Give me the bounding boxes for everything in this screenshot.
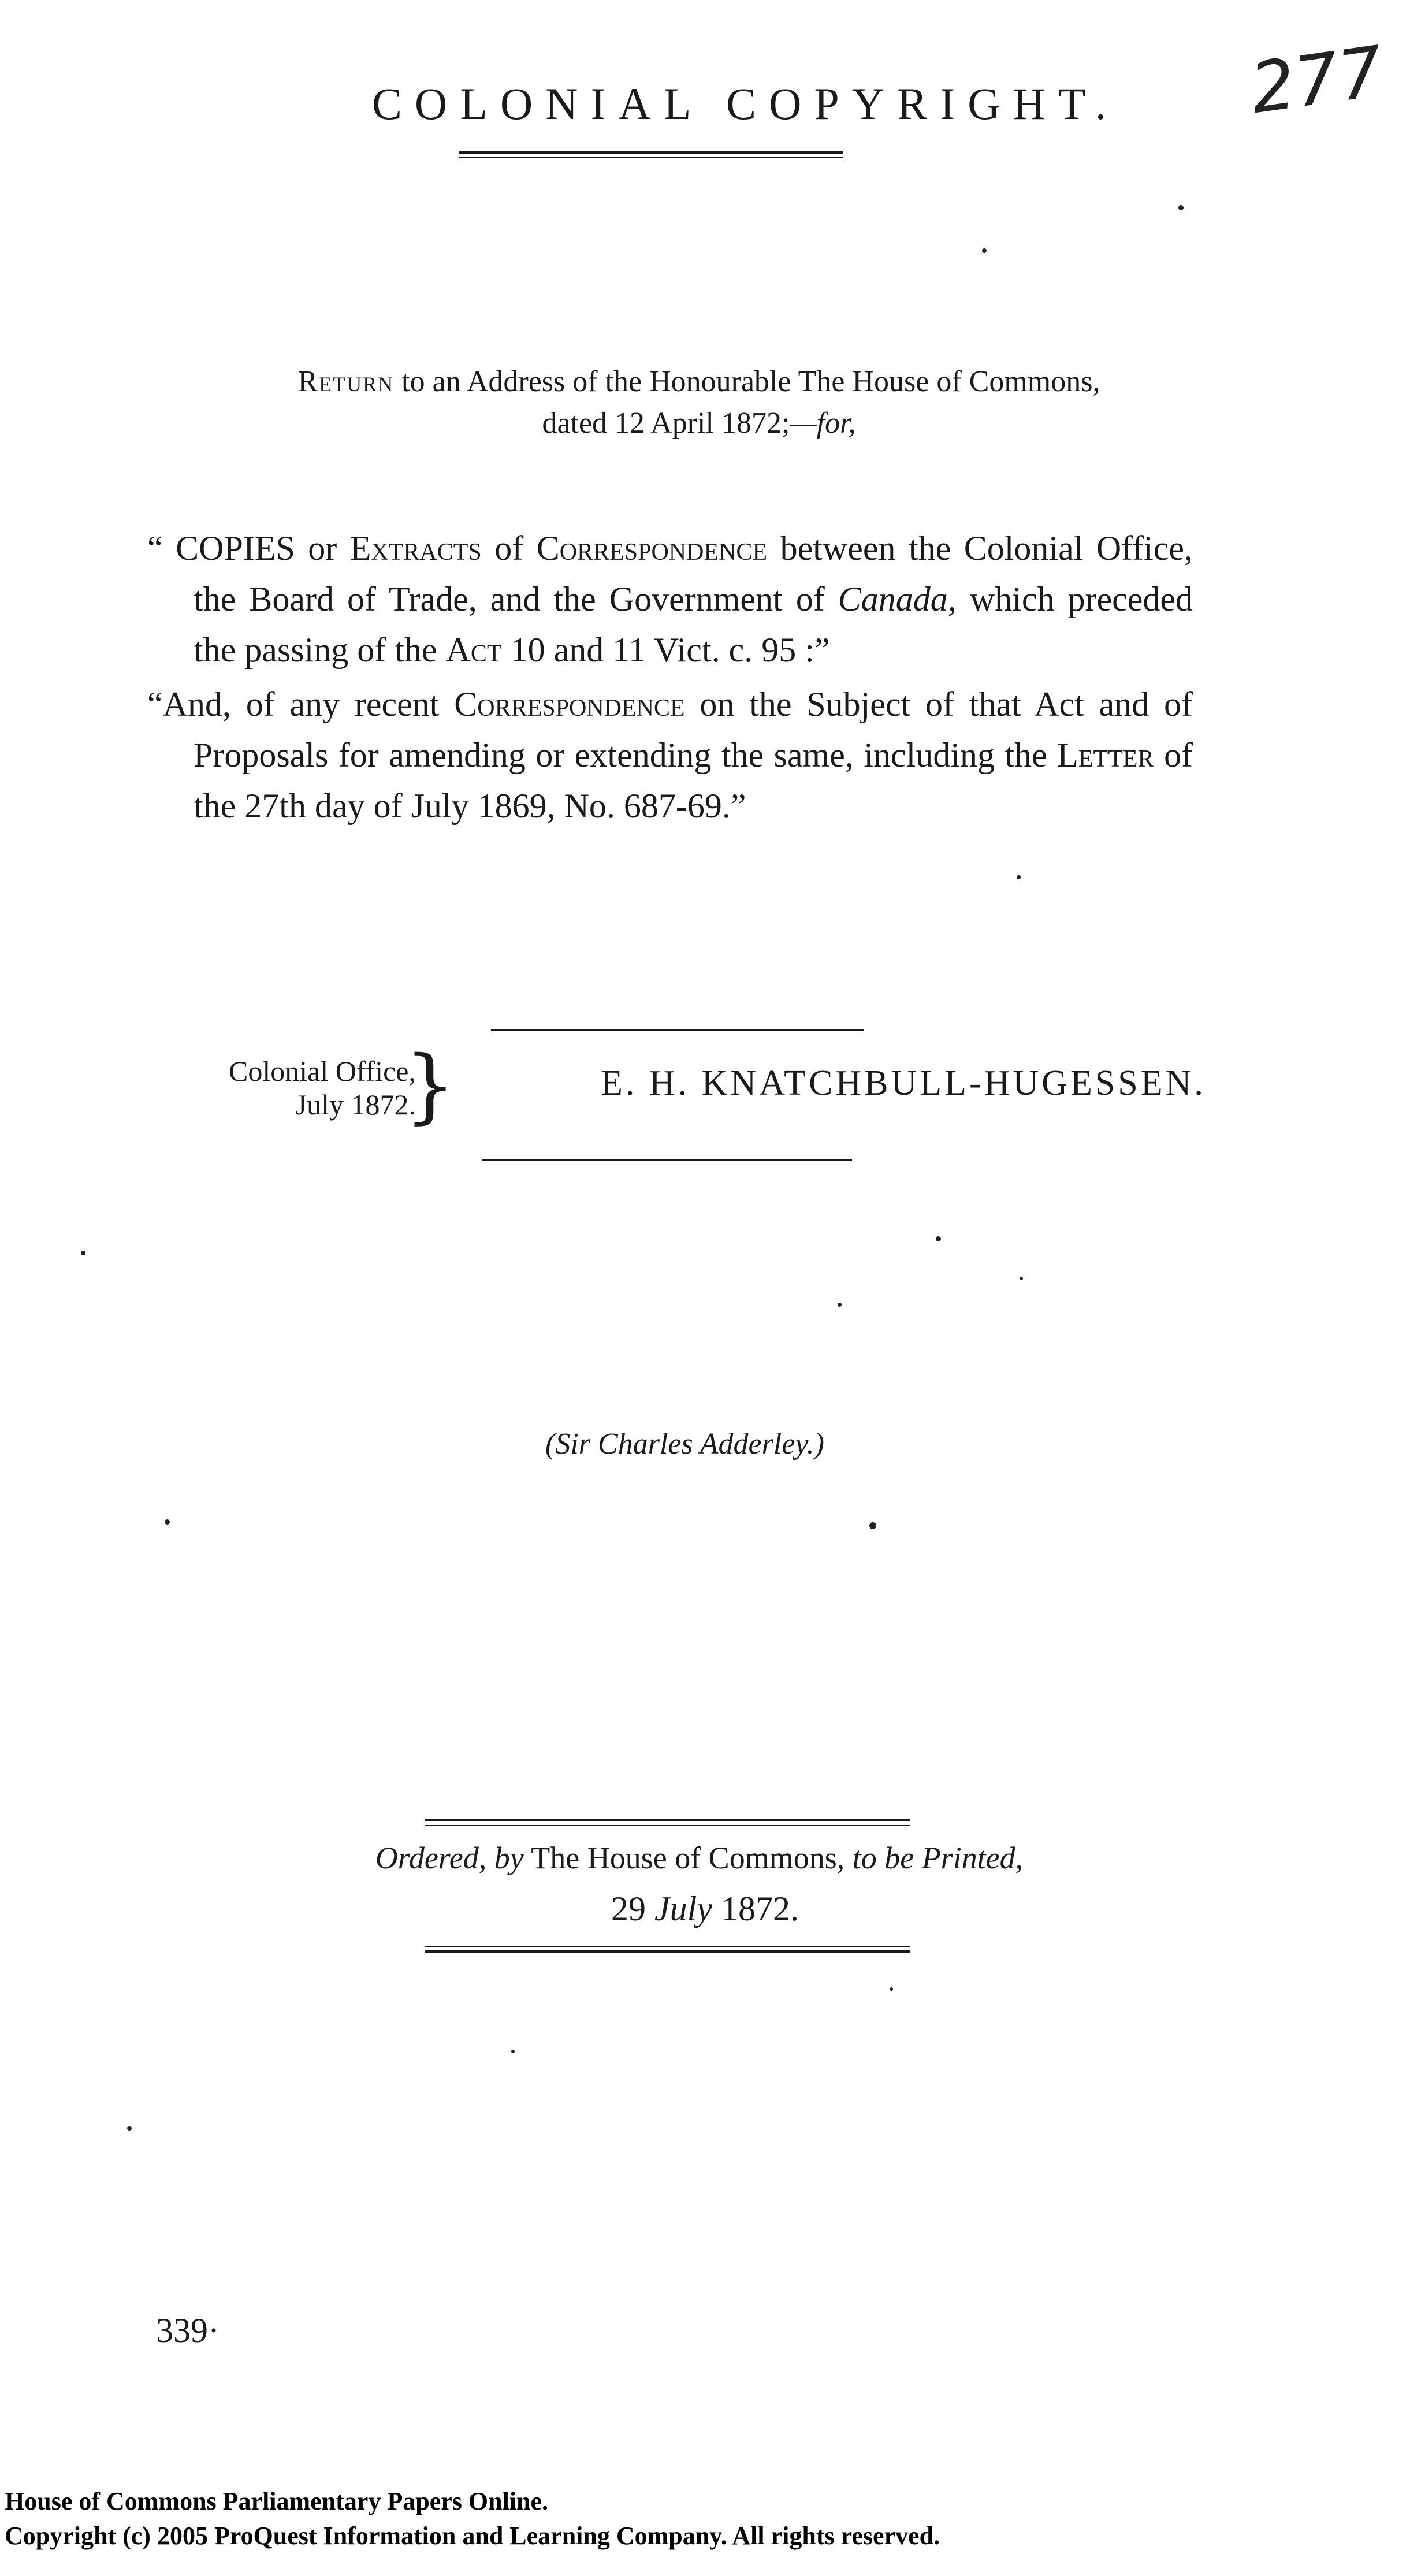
scan-speck (127, 2126, 132, 2131)
scan-speck (165, 1519, 170, 1525)
ordered-statement (0, 1840, 1410, 1876)
scan-speck (936, 1236, 941, 1241)
quote2-correspondence: Correspondence (454, 685, 685, 723)
scan-speck (511, 2050, 515, 2053)
scan-speck (1178, 205, 1184, 210)
ordered-rule-bottom-2 (425, 1950, 910, 1953)
scan-speck (838, 1303, 842, 1307)
signature-rule-top (491, 1029, 864, 1031)
return-for: —for, (790, 407, 856, 440)
quote1-text-b: of (481, 529, 537, 567)
copyright-footer (5, 2484, 940, 2553)
ordered-rule-bottom-1 (425, 1946, 910, 1947)
scan-speck (81, 1251, 85, 1255)
quote1-correspondence: Correspondence (536, 529, 768, 567)
office-name: Colonial Office, (229, 1055, 416, 1087)
return-line1: to an Address of the Honourable The House of Commons, (394, 365, 1100, 398)
footer-line-1: House of Commons Parliamentary Papers Online. (5, 2487, 549, 2515)
quote-paragraph-2 (147, 679, 1193, 831)
scan-speck (869, 1522, 876, 1529)
quote1-canada: Canada, (838, 580, 957, 618)
return-heading (231, 361, 1167, 444)
quote2-text-c: of the 27th day of July 1869, No. 687-69.” (194, 736, 1193, 825)
signer-name: E. H. KNATCHBULL-HUGESSEN. (601, 1064, 1206, 1103)
ordered-date (0, 1889, 1410, 1929)
scan-speck (1020, 1277, 1023, 1280)
handwritten-mark: 277 (1245, 31, 1388, 130)
quote1-text-e: 10 and 11 Vict. c. 95 :” (501, 631, 830, 669)
office-dateline (144, 1054, 416, 1121)
page-number: 339· (156, 2311, 220, 2350)
scan-speck (1017, 875, 1021, 879)
ordered-rule-top-1 (425, 1819, 910, 1821)
quote1-text-c: between the Colonial Office, the Board of Trade, and the Government of (194, 529, 1193, 618)
scan-speck (890, 1987, 893, 1991)
quote1-text-d: which preceded the passing of the (194, 580, 1193, 669)
quote1-text-a: “ COPIES or (147, 529, 350, 567)
ordered-date-month: July (654, 1890, 712, 1928)
title-rule-bottom (459, 157, 843, 158)
ordered-printed: to be Printed, (852, 1841, 1024, 1875)
quote-paragraph-1 (147, 523, 1193, 675)
ordered-by: Ordered, by (375, 1841, 524, 1875)
member-name: (Sir Charles Adderley.) (545, 1428, 824, 1460)
quote2-text-b: on the Subject of that Act and of Proposals for amending or extending the same, including the (194, 685, 1193, 774)
scan-speck (982, 248, 987, 253)
quote2-text-a: “And, of any recent (147, 685, 455, 723)
signature-rule-bottom (482, 1159, 852, 1161)
return-line2: dated 12 April 1872; (542, 407, 790, 440)
ordered-house: The House of Commons, (523, 1841, 853, 1875)
document-title: COLONIAL COPYRIGHT. (371, 79, 1119, 129)
return-word: Return (297, 365, 395, 398)
quote1-act: Act (445, 631, 502, 669)
brace-glyph: } (404, 1039, 456, 1133)
ordered-date-year: 1872. (712, 1890, 799, 1928)
ordered-rule-top-2 (425, 1825, 910, 1826)
ordered-date-day: 29 (611, 1890, 655, 1928)
quote2-letter: Letter (1057, 736, 1154, 774)
footer-line-2: Copyright (c) 2005 ProQuest Information and Learning Company. All rights reserved. (5, 2522, 940, 2550)
office-date: July 1872. (295, 1088, 416, 1121)
quote1-extracts: Extracts (349, 529, 482, 567)
title-rule-top (459, 151, 843, 154)
